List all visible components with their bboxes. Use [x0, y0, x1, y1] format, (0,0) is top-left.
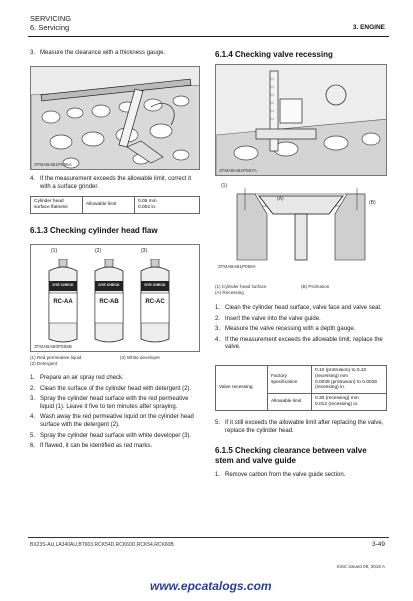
step-number: 3.	[30, 396, 36, 403]
figure-label: 3TMABAB1P056A	[34, 162, 72, 167]
spec-values	[135, 197, 200, 214]
mark-a: (A)	[277, 196, 284, 202]
spec-values	[312, 366, 387, 394]
spec-item: Cylinder head surface flatness	[31, 197, 83, 214]
header-divider	[28, 36, 389, 37]
depth-gauge-illustration	[216, 65, 387, 176]
spec-kind: Factory specification	[268, 366, 312, 394]
step-text: If it still exceeds the allowable limit after replacing the valve, replace the cylinder head.	[225, 420, 384, 434]
step-number: 3.	[215, 326, 221, 333]
step-text: Spray the cylinder head surface with the red permeative liquid (1). Leave it five to ten minutes after spraying.	[40, 396, 189, 410]
can-code: RC-AB	[99, 299, 119, 305]
watermark-site: www.epcatalogs.com	[150, 579, 272, 593]
step-number: 3.	[30, 50, 36, 56]
figure-valve-section	[215, 180, 387, 270]
flatness-spec-table	[30, 196, 200, 214]
step-text: If flawed, it can be identified as red marks.	[40, 443, 153, 450]
step-number: 4.	[30, 176, 36, 182]
step-text: Clean the surface of the cylinder head with detergent (2).	[40, 385, 192, 392]
step-text: If the measurement exceeds the allowable limit, replace the valve.	[225, 336, 383, 351]
step-number: 6.	[30, 443, 36, 450]
legend-item: (1) Red permeative liquid	[30, 355, 82, 360]
figure-dye-check-cans	[30, 244, 200, 352]
mark-1: (1)	[221, 183, 228, 189]
can-brand: DYE CHECK	[144, 283, 166, 287]
can-1-number: (1)	[51, 248, 58, 254]
dye-check-steps	[30, 375, 200, 454]
can-detergent	[89, 259, 129, 343]
step-text: Measure the clearance with a thickness gauge.	[40, 50, 166, 56]
legend-item: (2) Detergent	[30, 360, 58, 366]
spec-kind: Allowable limit	[268, 394, 312, 411]
mark-b: (B)	[369, 200, 376, 206]
step-number: 1.	[215, 472, 221, 478]
right-step-1	[215, 472, 387, 482]
spec-values	[312, 394, 387, 411]
step-number: 2.	[215, 315, 221, 322]
step-text: Measure the valve recessing with a depth gauge.	[225, 326, 356, 333]
right-step-5	[215, 420, 387, 437]
step-text: If the measurement exceeds the allowable limit, correct it with a surface grinder.	[40, 176, 192, 190]
valve-recess-spec-table	[215, 365, 387, 411]
valve-legend	[215, 284, 387, 295]
legend-item: (1) Cylinder head surface	[215, 284, 267, 289]
step-number: 5.	[30, 432, 36, 439]
step-number: 4.	[30, 414, 36, 421]
page-number: 3-49	[371, 541, 385, 548]
thickness-gauge-illustration	[31, 67, 200, 170]
can-code: RC-AA	[53, 299, 73, 305]
header-chapter: 3. ENGINE	[352, 24, 385, 31]
step-text: Remove carbon from the valve guide section.	[225, 472, 346, 478]
valve-section-illustration	[215, 180, 387, 270]
spec-value-mm: 0.05 mm	[138, 199, 157, 204]
spec-kind: Allowable limit	[83, 197, 135, 214]
can-white-developer	[135, 259, 175, 343]
figure-thickness-gauge	[30, 66, 200, 170]
step-text: Clean the cylinder head surface, valve face and valve seat.	[225, 305, 382, 311]
step-number: 4.	[215, 336, 221, 343]
can-code: RC-AC	[145, 299, 165, 305]
legend-item: (3) White developer	[120, 355, 161, 360]
heading-6-1-5: 6.1.5 Checking clearance between valve stem and valve guide	[215, 446, 367, 465]
can-3-number: (3)	[141, 248, 148, 254]
step-text: Insert the valve into the valve guide.	[225, 315, 321, 322]
step-number: 1.	[215, 305, 221, 311]
spec-item: Valve recessing	[216, 366, 268, 411]
issue-note: KiSC issued 09, 2018 A	[336, 564, 385, 569]
spec-value-mm: 0.30 (recessing) mm	[315, 396, 359, 402]
spec-value-in: 0.0039 (protrusion) to 0.0039 (recessing) in.	[315, 379, 377, 391]
cans-legend	[30, 355, 200, 366]
step-number: 5.	[215, 420, 221, 426]
step-text: Wash away the red permeative liquid on the cylinder head surface with the detergent (2).	[40, 414, 194, 428]
legend-item: (A) Recessing	[215, 289, 244, 295]
can-brand: DYE CHECK	[98, 283, 120, 287]
can-brand: DYE CHECK	[52, 283, 74, 287]
spec-value-mm: 0.10 (protrusion) to 0.10 (recessing) mm	[315, 368, 367, 379]
header-section: SERVICING	[30, 14, 72, 23]
heading-6-1-3: 6.1.3 Checking cylinder head flaw	[30, 226, 158, 235]
left-step-4	[30, 176, 200, 193]
header-subsection: 6. Servicing	[30, 23, 70, 32]
can-red-permeative	[43, 259, 83, 343]
header-left	[30, 14, 71, 32]
can-2-number: (2)	[95, 248, 102, 254]
heading-6-1-4: 6.1.4 Checking valve recessing	[215, 50, 333, 59]
figure-label: 3TMABAB1P058A	[218, 264, 256, 269]
step-number: 2.	[30, 385, 36, 392]
step-number: 1.	[30, 375, 36, 381]
figure-label: 3TMABAB0P059B	[34, 344, 72, 349]
legend-item: (B) Protrusion	[301, 284, 330, 289]
figure-label: 3TMABAB1P057A	[219, 168, 257, 173]
left-step-3	[30, 50, 200, 60]
spec-value-in: 0.002 in.	[138, 204, 157, 210]
spec-value-in: 0.012 (recessing) in.	[315, 401, 359, 407]
step-text: Spray the cylinder head surface with white developer (3).	[40, 432, 192, 439]
footer-models: BX23S-AU,LA340AU,BT603,RCK54D,RCK60D,RCK54,RCK60B	[30, 542, 174, 548]
footer-divider	[28, 537, 389, 538]
step-text: Prepare an air spray red check.	[40, 375, 124, 381]
figure-depth-gauge	[215, 64, 387, 176]
valve-recess-steps	[215, 305, 387, 355]
